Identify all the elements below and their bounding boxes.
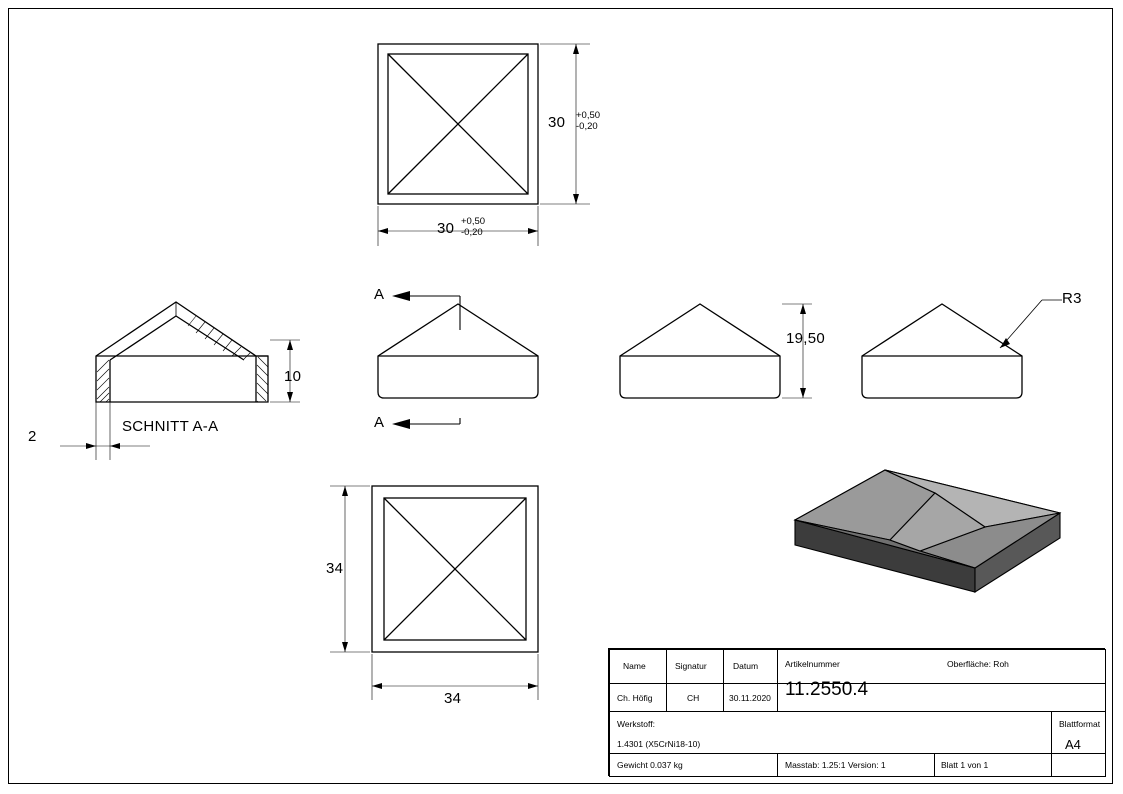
- tb-value-scale-version: Masstab: 1.25:1 Version: 1: [785, 760, 886, 770]
- tolerance-upper: +0,50: [576, 110, 601, 121]
- dimension-label-total-height: 19,50: [786, 330, 826, 347]
- tolerance-lower: -0,20: [576, 121, 598, 132]
- tb-vline-2: [723, 649, 724, 711]
- tolerance-lower-2: -0,20: [461, 227, 483, 238]
- tb-vline-1: [666, 649, 667, 711]
- tb-header-sheet-format: Blattformat: [1059, 719, 1101, 729]
- tb-vline-4: [777, 753, 778, 777]
- tb-hline-4: [609, 753, 1106, 754]
- dimension-label-wall-thickness: 2: [28, 428, 37, 445]
- tb-header-name: Name: [623, 661, 646, 671]
- section-arrow-label-bottom: A: [374, 414, 385, 431]
- tb-value-material: 1.4301 (X5CrNi18-10): [617, 739, 701, 749]
- tb-hline-1: [609, 649, 1106, 650]
- dimension-label-skirt-height: 10: [284, 368, 302, 385]
- tb-header-signature: Signatur: [675, 661, 707, 671]
- dimension-label-base-width: 34: [444, 690, 462, 707]
- tb-hline-3: [609, 711, 1106, 712]
- tb-header-material: Werkstoff:: [617, 719, 655, 729]
- tb-vline-7: [1105, 649, 1106, 777]
- tb-value-date: 30.11.2020: [729, 693, 771, 703]
- tb-hline-5: [609, 776, 1106, 777]
- tb-header-article-number: Artikelnummer: [785, 659, 840, 669]
- title-block: [608, 648, 1105, 776]
- dimension-label-base-height: 34: [326, 560, 344, 577]
- section-view-label: SCHNITT A-A: [122, 418, 219, 435]
- tb-header-date: Datum: [733, 661, 759, 671]
- tolerance-upper-2: +0,50: [461, 216, 486, 227]
- radius-label: R3: [1062, 290, 1082, 307]
- tb-value-weight: Gewicht 0.037 kg: [617, 760, 683, 770]
- tb-vline-5: [934, 753, 935, 777]
- tb-header-surface: Oberfläche: Roh: [947, 659, 1009, 669]
- dimension-label-top-height: 30: [548, 114, 566, 131]
- tb-value-sheet-format: A4: [1065, 737, 1081, 752]
- tolerance-top-height: [576, 110, 600, 132]
- dimension-label-top-width: 30: [437, 220, 455, 237]
- tb-vline-3: [777, 649, 778, 711]
- tolerance-top-width: [461, 216, 485, 238]
- tb-value-name: Ch. Höfig: [617, 693, 653, 703]
- section-arrow-label-top: A: [374, 286, 385, 303]
- tb-value-signature: CH: [687, 693, 700, 703]
- tb-value-sheet: Blatt 1 von 1: [941, 760, 989, 770]
- tb-vline-6: [1051, 711, 1052, 777]
- tb-vline-0: [609, 649, 610, 777]
- tb-value-article-number: 11.2550.4: [785, 679, 869, 700]
